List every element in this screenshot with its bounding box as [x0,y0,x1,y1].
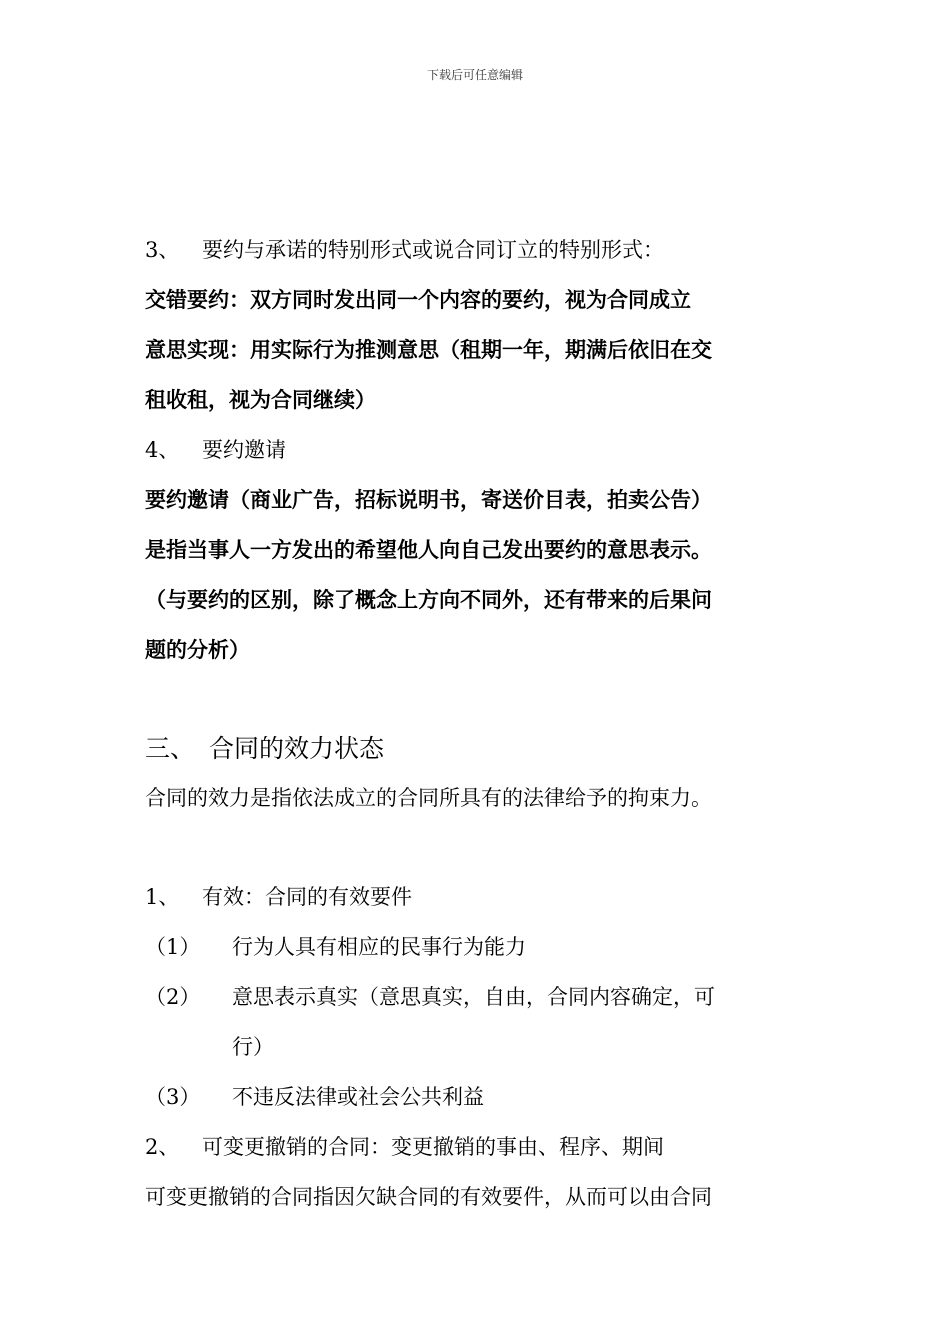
sub-text: 行为人具有相应的民事行为能力 [232,935,526,959]
list-item-4 [145,436,286,464]
list-text: 有效：合同的有效要件 [202,885,412,909]
section-title: 合同的效力状态 [209,734,385,763]
list-text: 要约邀请 [202,438,286,462]
section-number: 三、 [145,734,196,763]
page-header: 下载后可任意编辑 [426,68,523,82]
list-number: 4、 [145,438,180,462]
sub-item-2-cont [145,1033,274,1061]
sub-number: （1） [145,935,201,959]
paragraph-invitation-def: 是指当事人一方发出的希望他人向自己发出要约的意思表示。 [145,538,712,562]
list-item-2 [145,1133,664,1161]
list-number: 3、 [145,238,180,262]
paragraph-invitation-diff-cont: 题的分析） [145,638,250,662]
sub-item-1 [145,933,526,961]
sub-text: 意思表示真实（意思真实，自由，合同内容确定，可 [232,985,715,1009]
sub-item-3 [145,1083,484,1111]
sub-text: 不违反法律或社会公共利益 [232,1085,484,1109]
paragraph-intent-realization-cont: 租收租，视为合同继续） [145,388,376,412]
sub-number: （2） [145,985,201,1009]
list-item-3 [145,236,664,264]
sub-number: （3） [145,1085,201,1109]
list-text: 可变更撤销的合同：变更撤销的事由、程序、期间 [202,1135,664,1159]
paragraph-cross-offer: 交错要约：双方同时发出同一个内容的要约，视为合同成立 [145,288,691,312]
list-text: 要约与承诺的特别形式或说合同订立的特别形式： [202,238,664,262]
list-number: 2、 [145,1135,180,1159]
paragraph-invitation: 要约邀请（商业广告，招标说明书，寄送价目表，拍卖公告） [145,488,712,512]
paragraph-validity-def: 合同的效力是指依法成立的合同所具有的法律给予的拘束力。 [145,786,712,810]
paragraph-invitation-diff: （与要约的区别，除了概念上方向不同外，还有带来的后果问 [145,588,712,612]
section-heading [145,733,384,765]
sub-item-2 [145,983,715,1011]
paragraph-voidable-def: 可变更撤销的合同指因欠缺合同的有效要件，从而可以由合同 [145,1185,712,1209]
list-item-1 [145,883,412,911]
sub-text: 行） [232,1035,274,1059]
paragraph-intent-realization: 意思实现：用实际行为推测意思（租期一年，期满后依旧在交 [145,338,712,362]
list-number: 1、 [145,885,180,909]
